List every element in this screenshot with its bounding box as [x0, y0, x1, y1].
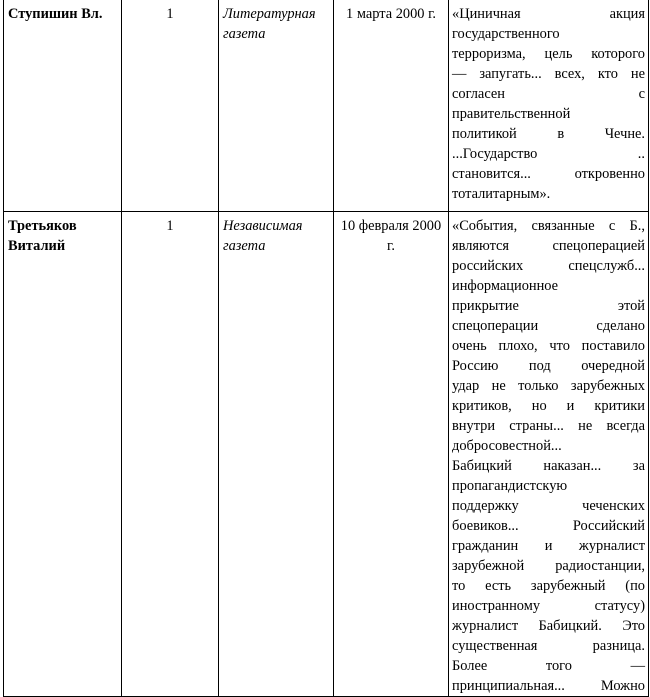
author-cell: Третьяков Виталий	[4, 212, 122, 697]
quote-line: становится... откровенно	[452, 166, 645, 182]
quote-line: пропагандистскую	[452, 478, 568, 494]
count-cell: 1	[122, 212, 219, 697]
date-cell: 1 марта 2000 г.	[334, 0, 449, 212]
quote-line: спецоперации сделано	[452, 318, 645, 334]
quote-line: согласен с	[452, 86, 645, 102]
quote-line: удар не только зарубежных	[452, 378, 645, 394]
quote-line: Бабицкий наказан... за	[452, 458, 645, 474]
quote-line: ...Государство ..	[452, 146, 645, 162]
quote-line: являются спецоперацией	[452, 238, 645, 254]
quote-line: государственного	[452, 26, 560, 42]
quote-cell	[449, 212, 649, 697]
author-cell: Ступишин Вл.	[4, 0, 122, 212]
quote-cell	[449, 0, 649, 212]
quote-line: то есть зарубежный (по	[452, 578, 645, 594]
table-row	[4, 0, 649, 212]
quote-line: журналист Бабицкий. Это	[452, 618, 645, 634]
quote-line: «Циничная акция	[452, 6, 645, 22]
quote-line: принципиальная... Можно	[452, 678, 645, 694]
quote-line: очень плохо, что поставило	[452, 338, 645, 354]
quote-line: правительственной	[452, 106, 571, 122]
quote-line: внутри страны... не всегда	[452, 418, 645, 434]
date-cell: 10 февраля 2000 г.	[334, 212, 449, 697]
quote-line: — запугать... всех, кто не	[452, 66, 645, 82]
quotes-table	[3, 0, 649, 697]
quote-line: терроризма, цель которого	[452, 46, 645, 62]
quote-line: добросовестной...	[452, 438, 562, 454]
quote-line: тоталитарным».	[452, 186, 551, 202]
quote-line: боевиков... Российский	[452, 518, 645, 534]
quote-line: критиков, но и критики	[452, 398, 645, 414]
quote-line: Россию под очередной	[452, 358, 645, 374]
table-row	[4, 212, 649, 697]
quote-line: поддержку чеченских	[452, 498, 645, 514]
quote-line: Более того —	[452, 658, 645, 674]
quote-line: зарубежной радиостанции,	[452, 558, 645, 574]
quote-line: политикой в Чечне.	[452, 126, 645, 142]
quote-line: информационное	[452, 278, 559, 294]
quote-line: прикрытие этой	[452, 298, 645, 314]
count-cell: 1	[122, 0, 219, 212]
quote-line: гражданин и журналист	[452, 538, 645, 554]
newspaper-cell: Литературная газета	[219, 0, 334, 212]
quote-line: иностранному статусу)	[452, 598, 645, 614]
quote-line: «События, связанные с Б.,	[452, 218, 645, 234]
quote-line: существенная разница.	[452, 638, 645, 654]
quote-line: российских спецслужб...	[452, 258, 645, 274]
newspaper-cell: Независимая газета	[219, 212, 334, 697]
